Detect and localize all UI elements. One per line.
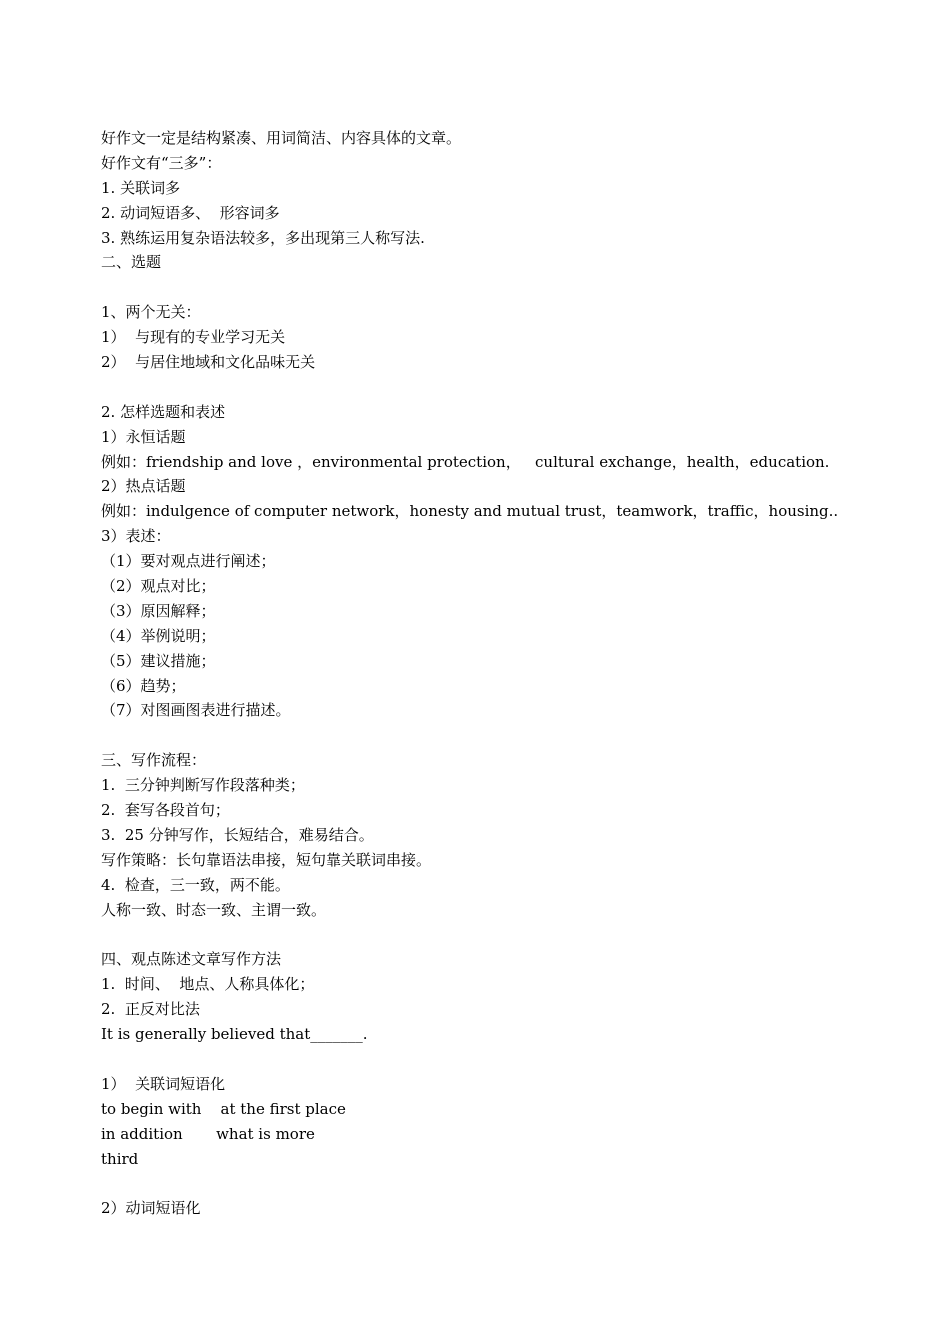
blank-line [101, 275, 901, 300]
text-line: （4）举例说明； [101, 626, 216, 645]
text-line: 1. 三分钟判断写作段落种类； [101, 776, 305, 795]
blank-line [101, 1171, 901, 1196]
text-line: 2）动词短语化 [101, 1199, 201, 1218]
blank-line [101, 923, 901, 948]
text-line: to begin with at the first place [101, 1099, 346, 1118]
text-line: 例如：friendship and love ，environmental protection， cultural exchange，health，education. [101, 452, 830, 471]
text-line: （3）原因解释； [101, 601, 216, 620]
text-line: （7）对图画图表进行描述。 [101, 701, 291, 720]
text-line: in addition what is more [101, 1124, 315, 1143]
text-line: 1） 关联词短语化 [101, 1074, 226, 1093]
text-line: 2. 正反对比法 [101, 1000, 200, 1019]
text-line: 4. 检查，三一致，两不能。 [101, 875, 290, 894]
text-line: 1）永恒话题 [101, 427, 186, 446]
text-line: It is generally believed that_______. [101, 1025, 368, 1044]
text-line: 好作文有“三多”： [101, 153, 222, 172]
text-line: 1） 与现有的专业学习无关 [101, 328, 286, 347]
text-line: （6）趋势； [101, 676, 186, 695]
section-heading: 四、观点陈述文章写作方法 [101, 950, 282, 969]
text-line: （5）建议措施； [101, 651, 216, 670]
text-line: 2. 动词短语多、 形容词多 [101, 203, 280, 222]
text-line: third [101, 1149, 139, 1168]
text-line: 人称一致、时态一致、主谓一致。 [101, 900, 327, 919]
text-line: 2. 怎样选题和表述 [101, 402, 226, 421]
text-line: 1. 时间、 地点、人称具体化； [101, 975, 315, 994]
section-heading: 三、写作流程： [101, 751, 207, 770]
text-line: 写作策略：长句靠语法串接，短句靠关联词串接。 [101, 850, 432, 869]
text-line: （1）要对观点进行阐述； [101, 552, 276, 571]
text-line: （2）观点对比； [101, 577, 216, 596]
blank-line [101, 375, 901, 400]
text-line: 好作文一定是结构紧凑、用词简洁、内容具体的文章。 [101, 129, 462, 147]
document-page [101, 126, 901, 1221]
text-line: 2）热点话题 [101, 477, 186, 496]
text-line: 3. 熟练运用复杂语法较多，多出现第三人称写法. [101, 228, 425, 247]
blank-line [101, 723, 901, 748]
text-line: 1. 关联词多 [101, 178, 181, 197]
text-line: 2. 套写各段首句； [101, 801, 230, 820]
text-line: 例如：indulgence of computer network，honesty and mutual trust，teamwork，traffic，housing.. [101, 502, 839, 521]
text-line: 1、两个无关： [101, 303, 201, 322]
blank-line [101, 1047, 901, 1072]
text-line: 3）表述： [101, 527, 171, 546]
text-line: 2） 与居住地域和文化品味无关 [101, 353, 316, 372]
text-line: 3. 25 分钟写作，长短结合，难易结合。 [101, 825, 374, 844]
section-heading: 二、选题 [101, 253, 162, 272]
